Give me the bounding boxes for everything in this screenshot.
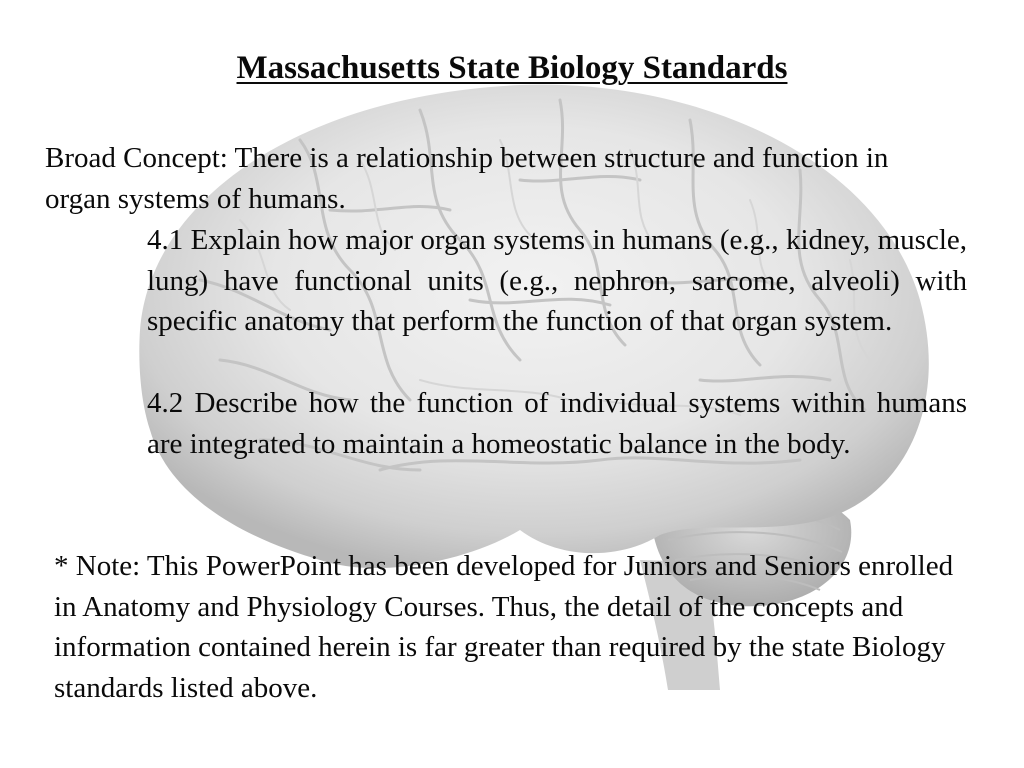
slide-title: Massachusetts State Biology Standards	[236, 50, 788, 86]
broad-concept-text: Broad Concept: There is a relationship between structure and function in organ systems of humans.	[45, 142, 889, 215]
note-text: * Note: This PowerPoint has been developed for Juniors and Seniors enrolled in Anatomy and Physiology Courses. Thus, the detail of the concepts and information contained herein is far greater than required by the state Biology standards listed above.	[54, 550, 954, 704]
standard-4-1: 4.1 Explain how major organ systems in humans (e.g., kidney, muscle, lung) have functional units (e.g., nephron, sarcome, alveoli) with specific anatomy that perform the function of that organ system.	[147, 224, 967, 337]
standard-4-2: 4.2 Describe how the function of individual systems within humans are integrated to maintain a homeostatic balance in the body.	[147, 387, 967, 460]
